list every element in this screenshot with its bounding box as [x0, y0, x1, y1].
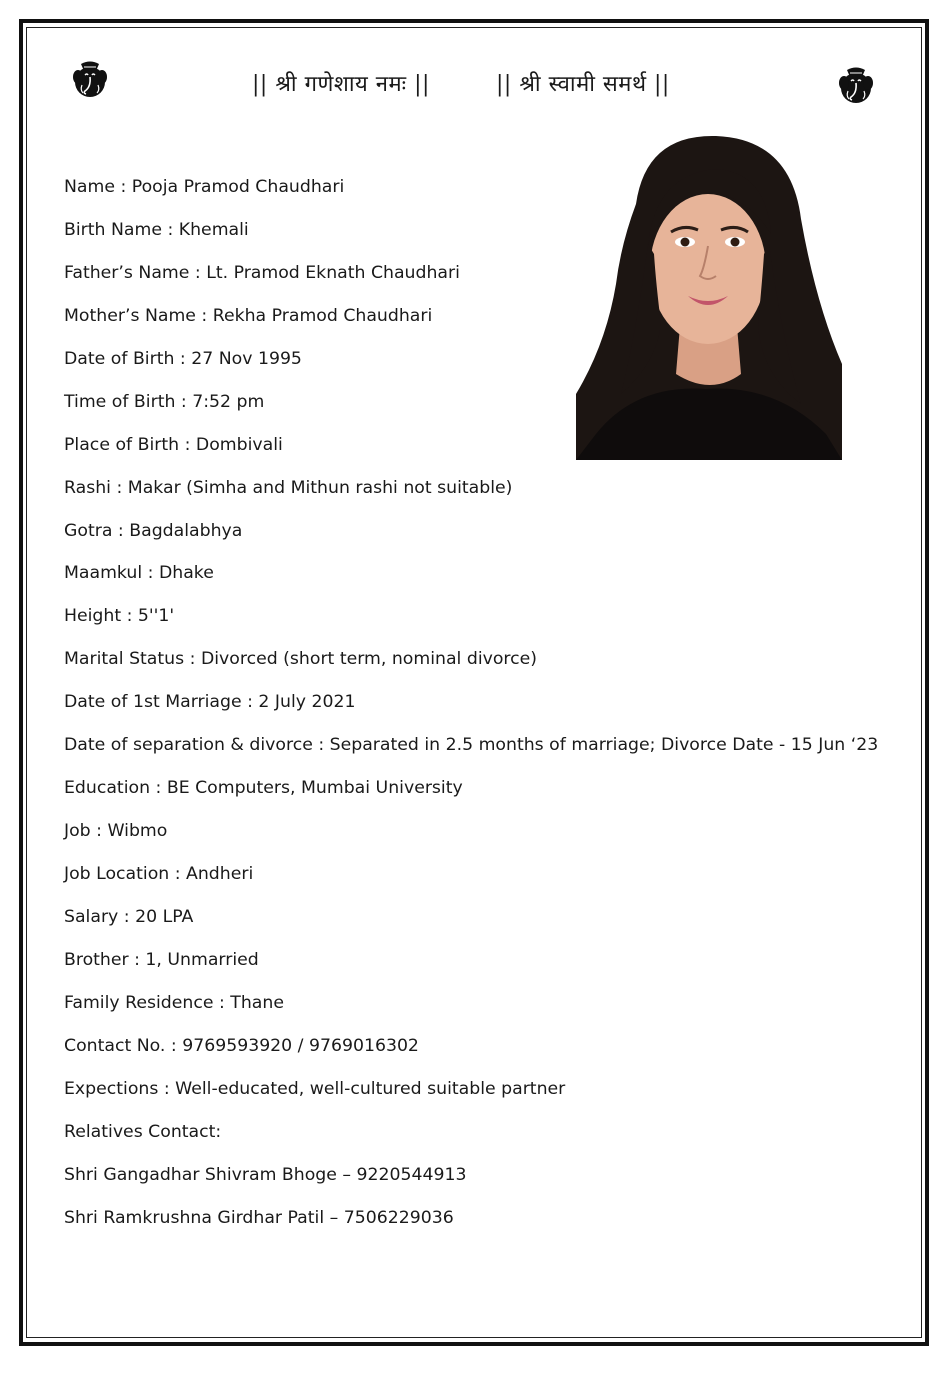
field-education: Education : BE Computers, Mumbai University — [64, 778, 463, 799]
field-brother: Brother : 1, Unmarried — [64, 949, 259, 970]
field-relative-contact-1: Shri Gangadhar Shivram Bhoge – 9220544913 — [64, 1164, 467, 1185]
field-marital-status: Marital Status : Divorced (short term, nominal divorce) — [64, 649, 538, 670]
field-salary: Salary : 20 LPA — [64, 906, 194, 927]
field-maamkul: Maamkul : Dhake — [64, 563, 214, 584]
field-mothers-name: Mother’s Name : Rekha Pramod Chaudhari — [64, 305, 433, 326]
field-contact-no: Contact No. : 9769593920 / 9769016302 — [64, 1035, 419, 1056]
field-place-of-birth: Place of Birth : Dombivali — [64, 434, 283, 455]
header-invocations — [0, 66, 948, 106]
field-relatives-contact-heading: Relatives Contact: — [64, 1121, 222, 1142]
field-job: Job : Wibmo — [64, 821, 168, 842]
field-date-of-birth: Date of Birth : 27 Nov 1995 — [64, 348, 302, 369]
field-expectations: Expections : Well-educated, well-cultured suitable partner — [64, 1078, 566, 1099]
field-height: Height : 5''1' — [64, 606, 175, 627]
field-separation-divorce: Date of separation & divorce : Separated in 2.5 months of marriage; Divorce Date - 15 Jun ‘23 — [64, 735, 879, 756]
field-fathers-name: Father’s Name : Lt. Pramod Eknath Chaudhari — [64, 262, 460, 283]
biodata-fields — [64, 175, 878, 1248]
field-rashi: Rashi : Makar (Simha and Mithun rashi not suitable) — [64, 477, 513, 498]
field-relative-contact-2: Shri Ramkrushna Girdhar Patil – 7506229036 — [64, 1207, 454, 1228]
field-family-residence: Family Residence : Thane — [64, 992, 284, 1013]
field-job-location: Job Location : Andheri — [64, 864, 254, 884]
field-name: Name : Pooja Pramod Chaudhari — [64, 177, 345, 197]
invocation-shri-ganeshaya: || श्री गणेशाय नमः || — [252, 72, 430, 97]
invocation-shri-swami-samarth: || श्री स्वामी समर्थ || — [496, 72, 670, 97]
field-birth-name: Birth Name : Khemali — [64, 219, 249, 240]
field-gotra: Gotra : Bagdalabhya — [64, 520, 243, 541]
field-date-of-first-marriage: Date of 1st Marriage : 2 July 2021 — [64, 692, 356, 713]
field-time-of-birth: Time of Birth : 7:52 pm — [64, 391, 265, 412]
